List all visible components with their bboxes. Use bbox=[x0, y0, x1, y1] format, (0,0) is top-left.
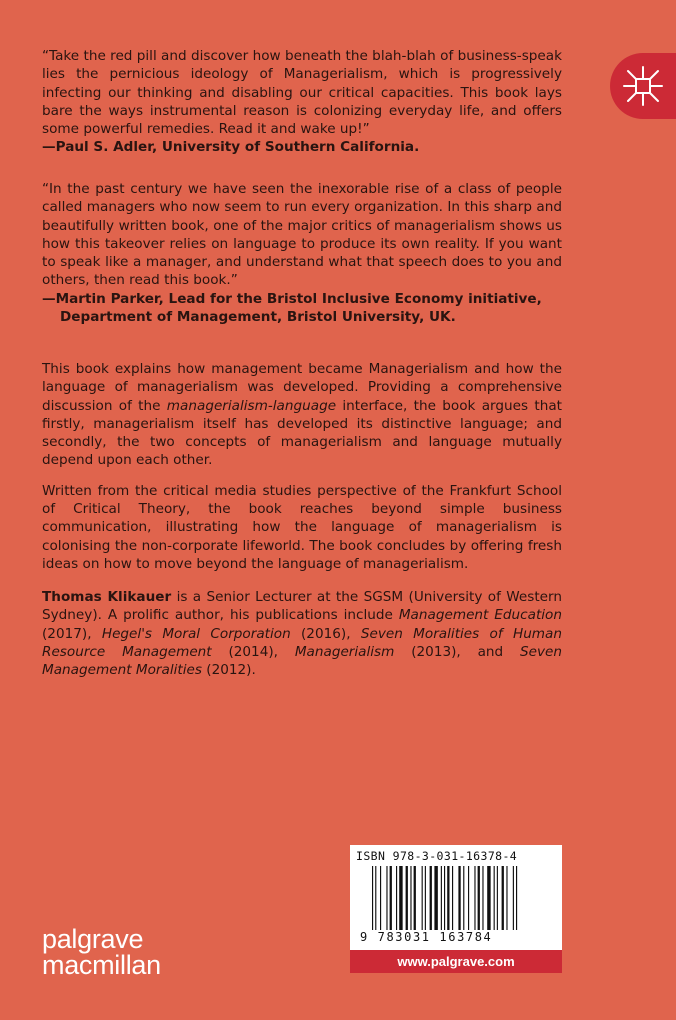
barcode-image bbox=[372, 866, 544, 930]
endorsement-quote: “In the past century we have seen the inexorable rise of a class of people called managers who now seem to run every organization. In this sharp and beautifully written book, one of the major critics of managerialism shows us how this takeover relies on language to produce its own reality. If you want to speak like a manager, and understand what that speech does to you and others, then read this book.” bbox=[42, 181, 562, 289]
barcode-digits: 9 783031 163784 bbox=[360, 930, 493, 944]
barcode-box bbox=[350, 845, 562, 973]
palgrave-network-logo-icon bbox=[622, 65, 664, 107]
publisher-logo bbox=[42, 926, 161, 978]
description-paragraph-1: This book explains how management became Managerialism and how the language of managerialism was developed. Providing a comprehensive discussion of the managerialism-language interface, the book argues that firstly, managerialism itself has developed its distinctive language; and secondly, the two concepts of managerialism and language mutually depend upon each other. bbox=[42, 361, 562, 469]
endorsement-parker bbox=[42, 180, 562, 326]
author-bio: Thomas Klikauer is a Senior Lecturer at the SGSM (University of Western Sydney). A prolific author, his publications include Management Education (2017), Hegel's Moral Corporation (2016), Seven Moralities of Human Resource Management (2014), Managerialism (2013), and Seven Management Moralities (2012). bbox=[42, 589, 562, 679]
endorsement-quote: “Take the red pill and discover how beneath the blah-blah of business-speak lies the pernicious ideology of Managerialism, which is progressively infecting our thinking and disabling our critical capacities. This book lays bare the ways instrumental reason is colonizing everyday life, and offers some powerful remedies. Read it and wake up!” bbox=[42, 48, 562, 138]
publisher-name-line2: macmillan bbox=[42, 950, 161, 980]
endorsement-attribution-cont: Department of Management, Bristol University, UK. bbox=[60, 309, 456, 326]
palgrave-logo-badge bbox=[610, 53, 676, 119]
endorsement-adler bbox=[42, 47, 562, 157]
isbn-label: ISBN 978-3-031-16378-4 bbox=[356, 849, 518, 863]
publisher-url[interactable]: www.palgrave.com bbox=[350, 950, 562, 973]
publisher-name-line1: palgrave bbox=[42, 924, 144, 954]
endorsement-attribution: —Paul S. Adler, University of Southern California. bbox=[42, 139, 420, 156]
author-name: Thomas Klikauer bbox=[42, 589, 172, 605]
book-description bbox=[42, 360, 562, 573]
description-paragraph-2: Written from the critical media studies perspective of the Frankfurt School of Critical Theory, the book reaches beyond simple business communication, illustrating how the language of managerialism is colonising the non-corporate lifeworld. The book concludes by offering fresh ideas on how to move beyond the language of managerialism. bbox=[42, 482, 562, 572]
endorsement-attribution: —Martin Parker, Lead for the Bristol Inclusive Economy initiative, bbox=[42, 290, 542, 307]
